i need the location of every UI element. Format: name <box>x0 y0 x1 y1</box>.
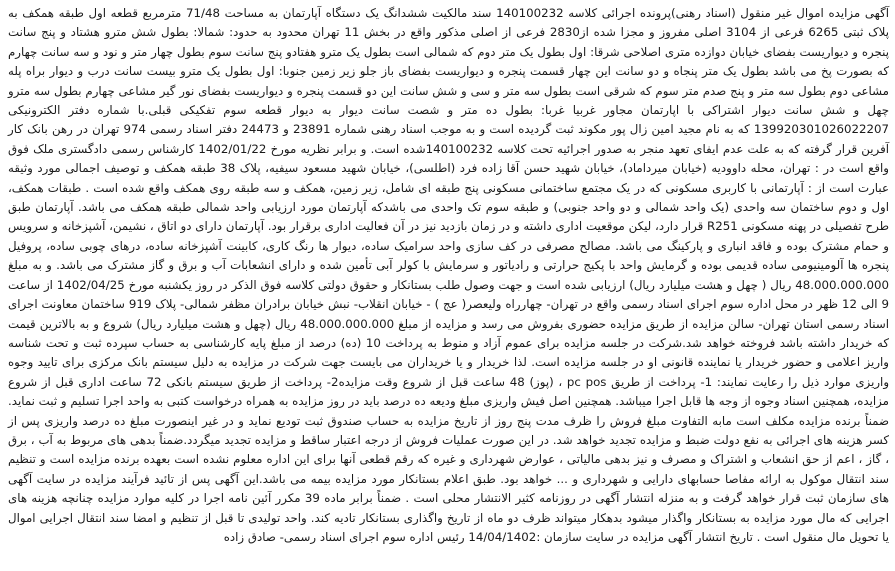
auction-notice-text: آگهی مزایده اموال غیر منقول (اسناد رهنی)پرونده اجرائی کلاسه 140100232 سند مالکیت ششدانگ یک دستگاه آپارتمان به مساحت 71/48 مترمربع قطعه اول طبقه همکف به پلاک ثبتی 6265 فرعی از 3104 اصلی مفروز و مجزا شده از2830 فرعی از اصلی مذکور واقع در بخش 11 تهران محدود به حدود: شمالا: بطول شش مترو هشتاد و پنج سانت پنجره و دیواریست بفضای خیابان دوازده متری اصلاحی شرقا: اول بطول یک متر دوم که شمالی است بطول یک مترو هفتادو پنج سانت سوم بطول چهار متر و نود و سه سانت چهارم که بصورت پخ می باشد بطول یک متر پنجاه و دو سانت این چهار قسمت پنجره و دیواریست بفضای باز جلو زیر زمین جنوبا: اول بطول یک مترو بیست سانت درب و دیوار براه پله مشاعی دوم بطول سه متر و پنج صدم متر سوم که شرقی است بطول سه متر و سی و شش سانت این دو قسمت پنجره و دیواریست بفضای نور گیر مشاعی چهارم بطول سه مترو چهل و شش سانت دیوار اشتراکی با اپارتمان مجاور غربیا غربا: بطول ده متر و شصت سانت دیوار به دیوار قطعه سوم تفکیکی قبلی.با شماره دفتر الکترونیکی 139920301026022207 که به نام مجید امین زال پور مکوند ثبت گردیده است و به موجب اسناد رهنی شماره 23891 و 24473 دفتر اسناد رسمی 974 تهران در رهن بانک کار آفرین قرار گرفته که به علت عدم ایفای تعهد منجر به صدور اجرائیه تحت کلاسه 140100232شده است. و برابر نظریه مورخ 1402/01/22 کارشناس رسمی دادگستری ملک فوق واقع است در : تهران، محله داوودیه (خیابان میرداماد)، خیابان شهید حسن آقا زاده فرد (اطلسی)، خیابان شهید مسعود سیفیه، پلاک 38 طبقه همکف و توصیف اجمالی مورد وثیقه عبارت است از : آپارتمانی با کاربری مسکونی که در یک مجتمع ساختمانی مسکونی پنج طبقه ای شامل، زیر زمین، همکف و سه طبقه روی همکف واقع شده است . طبقات همکف، اول و دوم ساختمان سه واحدی (یک واحد شمالی و دو واحد جنوبی) و طبقه سوم تک واحدی می باشدکه آپارتمان مورد ارزیابی واحد شمالی طبقه همکف می باشد. آپارتمان طبق طرح تفصیلی در پهنه مسکونی R251 قرار دارد، لیکن موقعیت اداری داشته و در زمان بازدید نیز در آن فعالیت اداری برقرار بود. آپارتمان دارای دو اتاق ، نشیمن، آشپزخانه و سرویس و حمام مشترک بوده و فاقد انباری و پارکینگ می باشد. مصالح مصرفی در کف سازی واحد سرامیک ساده، دیوار ها رنگ کاری، کابینت آشپزخانه ساده، درهای چوبی ساده، پروفیل پنجره ها آلومینیومی ساده قدیمی بوده و گرمایش واحد با پکیج حرارتی و رادیاتور و سرمایش با کولر آبی تأمین شده و دارای انشعابات آب و برق و گاز مشترک می باشد. و به مبلغ 48.000.000.000 ریال ( چهل و هشت میلیارد ریال) ارزیابی شده است و جهت وصول طلب بستانکار و حقوق دولتی کلاسه فوق الذکر در روز یکشنبه مورخ 1402/04/25 از ساعت 9 الی 12 ظهر در محل اداره سوم اجرای اسناد رسمی واقع در تهران- چهارراه ولیعصر( عج ) - خیابان انقلاب- نبش خیابان برادران مظفر شمالی- پلاک 919 ساختمان معاونت اجرای اسناد رسمی استان تهران- سالن مزایده از طریق مزایده حضوری بفروش می رسد و مزایده از مبلغ 48.000.000.000 ریال (چهل و هشت میلیارد ریال) شروع و به بالاترین قیمت که خریدار داشته باشد فروخته خواهد شد.شرکت در جلسه مزایده برای عموم آزاد و منوط به پرداخت 10 (ده) درصد از مبلغ پایه کارشناسی به حساب سپرده ثبت و تحت شناسه واریز اعلامی و حضور خریدار یا نماینده قانونی او در جلسه مزایده است. لذا خریدار و یا خریداران می بایست جهت شرکت در مزایده به دلیل سیستم بانک مرکزی برای تایید وجوه واریزی موارد ذیل را رعایت نمایند: 1- پرداخت از طریق pc pos ، (پوز) 48 ساعت قبل از شروع وقت مزایده2- پرداخت از طریق سیستم بانکی 72 ساعت اداری قبل از شروع مزایده، همچنین اسناد وجوه از وجه ها قابل اجرا میباشد. همچنین اصل فیش واریزی مبلغ ودیعه ده درصد باید در روز مزایده به همراه درخواست کتبی به واحد اجرا تسلیم و ثبت نماید. ضمناً برنده مزایده مکلف است مابه التفاوت مبلغ فروش را ظرف مدت پنج روز از تاریخ مزایده به حساب صندوق ثبت تودیع نماید و در غیر اینصورت مبلغ ده درصد واریزی پس از کسر هزینه های اجرائی به نفع دولت ضبط و مزایده تجدید خواهد شد. در این صورت عملیات فروش از درجه اعتبار ساقط و مزایده تجدید میگردد.ضمناً بدهی های مربوط به آب ، برق ، گاز ، اعم از حق انشعاب و اشتراک و مصرف و نیز بدهی مالیاتی ، عوارض شهرداری و غیره که رقم قطعی آنها برای این اداره معلوم نشده است بعهده برنده مزایده است و تنظیم سند انتقال موکول به ارائه مفاصا حسابهای دارایی و شهرداری و ... خواهد بود. طبق اعلام بستانکار مورد مزایده بیمه می باشد.این آگهی پس از تائید فرآیند مزایده در سایت آگهی های سازمان ثبت قرار خواهد گرفت و به منزله انتشار آگهی در روزنامه کثیر الانتشار محلی است . ضمناً برابر ماده 39 مکرر آئین نامه اجرا در کلیه موارد مزایده چنانچه هزینه های اجرایی که مال مورد مزایده به بستانکار واگذار میشود بدهکار میتواند ظرف دو ماه از تاریخ واگذاری بستانکار تادیه کند. واحد تولیدی تا قبل از تنظیم و امضا سند انتقال اجرایی اموال یا تحویل مال منقول است . تاریخ انتشار آگهی مزایده در سایت سازمان :14/04/1402 رئیس اداره سوم اجرای اسناد رسمی- صادق زاده <box>8 6 890 544</box>
